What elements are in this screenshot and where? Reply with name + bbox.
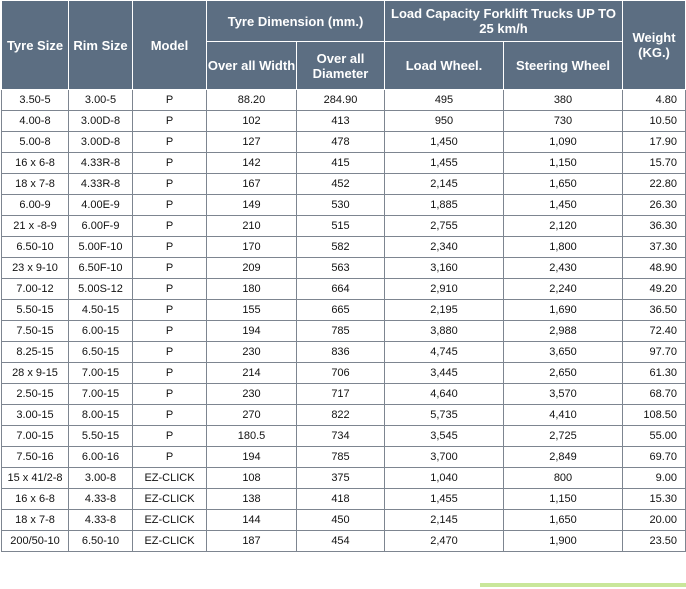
cell-overall-diameter: 375 (297, 468, 385, 489)
cell-steering-wheel: 1,800 (504, 237, 623, 258)
cell-steering-wheel: 2,725 (504, 426, 623, 447)
cell-overall-width: 144 (207, 510, 297, 531)
cell-load-wheel: 2,145 (385, 510, 504, 531)
cell-overall-diameter: 785 (297, 447, 385, 468)
cell-tyre-size: 4.00-8 (2, 111, 69, 132)
table-row (2, 174, 686, 195)
cell-rim-size: 4.50-15 (69, 300, 133, 321)
cell-weight: 20.00 (623, 510, 686, 531)
cell-tyre-size: 7.00-12 (2, 279, 69, 300)
table-row (2, 405, 686, 426)
cell-weight: 22.80 (623, 174, 686, 195)
cell-load-wheel: 1,455 (385, 489, 504, 510)
cell-weight: 69.70 (623, 447, 686, 468)
header-load-wheel: Load Wheel. (385, 42, 504, 90)
cell-rim-size: 6.50F-10 (69, 258, 133, 279)
cell-weight: 48.90 (623, 258, 686, 279)
cell-weight: 36.50 (623, 300, 686, 321)
cell-load-wheel: 2,145 (385, 174, 504, 195)
cell-model: P (133, 153, 207, 174)
green-accent-line (480, 583, 686, 587)
cell-model: P (133, 405, 207, 426)
cell-rim-size: 8.00-15 (69, 405, 133, 426)
cell-steering-wheel: 4,410 (504, 405, 623, 426)
cell-load-wheel: 3,700 (385, 447, 504, 468)
cell-overall-diameter: 717 (297, 384, 385, 405)
cell-steering-wheel: 800 (504, 468, 623, 489)
cell-overall-diameter: 454 (297, 531, 385, 552)
header-steering-wheel: Steering Wheel (504, 42, 623, 90)
cell-rim-size: 3.00-5 (69, 90, 133, 111)
header-tyre-size: Tyre Size (2, 1, 69, 90)
cell-model: P (133, 258, 207, 279)
cell-model: P (133, 174, 207, 195)
cell-overall-width: 194 (207, 447, 297, 468)
cell-overall-width: 170 (207, 237, 297, 258)
cell-model: EZ-CLICK (133, 468, 207, 489)
table-row (2, 216, 686, 237)
cell-overall-diameter: 413 (297, 111, 385, 132)
header-rim-size: Rim Size (69, 1, 133, 90)
cell-overall-width: 230 (207, 384, 297, 405)
cell-model: P (133, 279, 207, 300)
header-tyre-dimension: Tyre Dimension (mm.) (207, 1, 385, 42)
table-row (2, 153, 686, 174)
cell-model: EZ-CLICK (133, 489, 207, 510)
cell-load-wheel: 3,545 (385, 426, 504, 447)
header-weight: Weight (KG.) (623, 1, 686, 90)
cell-overall-width: 155 (207, 300, 297, 321)
header-overall-width: Over all Width (207, 42, 297, 90)
cell-tyre-size: 7.50-15 (2, 321, 69, 342)
cell-tyre-size: 16 x 6-8 (2, 153, 69, 174)
cell-load-wheel: 1,455 (385, 153, 504, 174)
cell-rim-size: 5.00S-12 (69, 279, 133, 300)
cell-model: P (133, 216, 207, 237)
cell-model: P (133, 447, 207, 468)
cell-model: P (133, 132, 207, 153)
cell-overall-diameter: 785 (297, 321, 385, 342)
cell-steering-wheel: 2,120 (504, 216, 623, 237)
cell-rim-size: 7.00-15 (69, 384, 133, 405)
cell-rim-size: 4.00E-9 (69, 195, 133, 216)
cell-weight: 61.30 (623, 363, 686, 384)
cell-rim-size: 6.50-15 (69, 342, 133, 363)
cell-steering-wheel: 1,900 (504, 531, 623, 552)
cell-overall-width: 149 (207, 195, 297, 216)
cell-model: P (133, 321, 207, 342)
cell-load-wheel: 950 (385, 111, 504, 132)
cell-weight: 26.30 (623, 195, 686, 216)
table-row (2, 468, 686, 489)
cell-tyre-size: 6.50-10 (2, 237, 69, 258)
cell-overall-diameter: 822 (297, 405, 385, 426)
cell-steering-wheel: 1,690 (504, 300, 623, 321)
cell-tyre-size: 15 x 41/2-8 (2, 468, 69, 489)
cell-weight: 49.20 (623, 279, 686, 300)
cell-load-wheel: 2,470 (385, 531, 504, 552)
cell-steering-wheel: 1,150 (504, 153, 623, 174)
cell-load-wheel: 1,450 (385, 132, 504, 153)
cell-tyre-size: 21 x -8-9 (2, 216, 69, 237)
cell-steering-wheel: 2,849 (504, 447, 623, 468)
cell-overall-width: 108 (207, 468, 297, 489)
cell-rim-size: 6.00-16 (69, 447, 133, 468)
cell-rim-size: 3.00D-8 (69, 132, 133, 153)
cell-rim-size: 5.50-15 (69, 426, 133, 447)
cell-rim-size: 4.33-8 (69, 510, 133, 531)
cell-tyre-size: 3.00-15 (2, 405, 69, 426)
cell-load-wheel: 2,755 (385, 216, 504, 237)
cell-steering-wheel: 2,240 (504, 279, 623, 300)
cell-weight: 17.90 (623, 132, 686, 153)
cell-weight: 55.00 (623, 426, 686, 447)
table-row (2, 300, 686, 321)
cell-rim-size: 6.00F-9 (69, 216, 133, 237)
cell-tyre-size: 2.50-15 (2, 384, 69, 405)
table-row (2, 426, 686, 447)
cell-model: P (133, 342, 207, 363)
cell-model: EZ-CLICK (133, 531, 207, 552)
cell-overall-diameter: 284.90 (297, 90, 385, 111)
cell-steering-wheel: 1,150 (504, 489, 623, 510)
cell-weight: 4.80 (623, 90, 686, 111)
cell-weight: 37.30 (623, 237, 686, 258)
cell-load-wheel: 5,735 (385, 405, 504, 426)
cell-overall-diameter: 450 (297, 510, 385, 531)
cell-load-wheel: 2,340 (385, 237, 504, 258)
cell-overall-width: 209 (207, 258, 297, 279)
cell-overall-width: 230 (207, 342, 297, 363)
cell-overall-diameter: 415 (297, 153, 385, 174)
cell-overall-diameter: 563 (297, 258, 385, 279)
cell-overall-width: 270 (207, 405, 297, 426)
cell-rim-size: 4.33R-8 (69, 153, 133, 174)
table-row (2, 342, 686, 363)
cell-overall-width: 102 (207, 111, 297, 132)
cell-overall-width: 214 (207, 363, 297, 384)
cell-model: P (133, 90, 207, 111)
cell-overall-width: 138 (207, 489, 297, 510)
cell-model: P (133, 111, 207, 132)
cell-tyre-size: 8.25-15 (2, 342, 69, 363)
cell-overall-diameter: 664 (297, 279, 385, 300)
cell-tyre-size: 5.50-15 (2, 300, 69, 321)
cell-weight: 10.50 (623, 111, 686, 132)
cell-weight: 72.40 (623, 321, 686, 342)
cell-rim-size: 4.33-8 (69, 489, 133, 510)
cell-steering-wheel: 1,450 (504, 195, 623, 216)
cell-tyre-size: 3.50-5 (2, 90, 69, 111)
cell-tyre-size: 6.00-9 (2, 195, 69, 216)
cell-steering-wheel: 1,650 (504, 174, 623, 195)
cell-overall-diameter: 734 (297, 426, 385, 447)
cell-weight: 108.50 (623, 405, 686, 426)
cell-overall-width: 187 (207, 531, 297, 552)
cell-rim-size: 6.50-10 (69, 531, 133, 552)
cell-tyre-size: 23 x 9-10 (2, 258, 69, 279)
cell-overall-diameter: 836 (297, 342, 385, 363)
cell-steering-wheel: 3,650 (504, 342, 623, 363)
cell-overall-diameter: 530 (297, 195, 385, 216)
cell-rim-size: 3.00-8 (69, 468, 133, 489)
cell-load-wheel: 3,445 (385, 363, 504, 384)
cell-tyre-size: 18 x 7-8 (2, 174, 69, 195)
cell-overall-width: 180.5 (207, 426, 297, 447)
cell-weight: 15.30 (623, 489, 686, 510)
cell-load-wheel: 2,910 (385, 279, 504, 300)
cell-weight: 97.70 (623, 342, 686, 363)
table-row (2, 489, 686, 510)
header-load-capacity: Load Capacity Forklift Trucks UP TO 25 km/h (385, 1, 623, 42)
cell-overall-diameter: 706 (297, 363, 385, 384)
cell-steering-wheel: 730 (504, 111, 623, 132)
cell-load-wheel: 495 (385, 90, 504, 111)
cell-tyre-size: 16 x 6-8 (2, 489, 69, 510)
cell-overall-width: 210 (207, 216, 297, 237)
cell-overall-width: 127 (207, 132, 297, 153)
cell-load-wheel: 1,885 (385, 195, 504, 216)
cell-load-wheel: 3,880 (385, 321, 504, 342)
table-body (2, 90, 686, 552)
cell-overall-width: 88.20 (207, 90, 297, 111)
cell-steering-wheel: 2,430 (504, 258, 623, 279)
cell-weight: 15.70 (623, 153, 686, 174)
cell-rim-size: 6.00-15 (69, 321, 133, 342)
cell-tyre-size: 7.50-16 (2, 447, 69, 468)
cell-steering-wheel: 2,988 (504, 321, 623, 342)
cell-overall-diameter: 452 (297, 174, 385, 195)
cell-load-wheel: 2,195 (385, 300, 504, 321)
cell-model: P (133, 300, 207, 321)
cell-weight: 68.70 (623, 384, 686, 405)
cell-model: EZ-CLICK (133, 510, 207, 531)
cell-tyre-size: 7.00-15 (2, 426, 69, 447)
header-overall-diameter: Over all Diameter (297, 42, 385, 90)
cell-tyre-size: 5.00-8 (2, 132, 69, 153)
table-row (2, 384, 686, 405)
cell-tyre-size: 28 x 9-15 (2, 363, 69, 384)
cell-steering-wheel: 380 (504, 90, 623, 111)
cell-steering-wheel: 2,650 (504, 363, 623, 384)
cell-model: P (133, 384, 207, 405)
cell-model: P (133, 195, 207, 216)
cell-overall-diameter: 478 (297, 132, 385, 153)
table-row (2, 90, 686, 111)
cell-weight: 23.50 (623, 531, 686, 552)
cell-steering-wheel: 1,090 (504, 132, 623, 153)
cell-weight: 36.30 (623, 216, 686, 237)
table-row (2, 111, 686, 132)
table-row (2, 279, 686, 300)
table-row (2, 510, 686, 531)
tyre-spec-table (1, 0, 686, 552)
cell-load-wheel: 3,160 (385, 258, 504, 279)
cell-tyre-size: 200/50-10 (2, 531, 69, 552)
cell-tyre-size: 18 x 7-8 (2, 510, 69, 531)
cell-overall-width: 180 (207, 279, 297, 300)
cell-overall-width: 142 (207, 153, 297, 174)
cell-load-wheel: 4,745 (385, 342, 504, 363)
cell-overall-width: 194 (207, 321, 297, 342)
cell-rim-size: 7.00-15 (69, 363, 133, 384)
table-row (2, 237, 686, 258)
cell-model: P (133, 363, 207, 384)
table-row (2, 363, 686, 384)
table-row (2, 258, 686, 279)
table-row (2, 321, 686, 342)
cell-load-wheel: 1,040 (385, 468, 504, 489)
cell-weight: 9.00 (623, 468, 686, 489)
cell-rim-size: 4.33R-8 (69, 174, 133, 195)
cell-model: P (133, 237, 207, 258)
table-row (2, 447, 686, 468)
cell-overall-diameter: 515 (297, 216, 385, 237)
cell-steering-wheel: 1,650 (504, 510, 623, 531)
cell-steering-wheel: 3,570 (504, 384, 623, 405)
cell-overall-diameter: 665 (297, 300, 385, 321)
table-row (2, 531, 686, 552)
cell-overall-width: 167 (207, 174, 297, 195)
table-row (2, 132, 686, 153)
cell-model: P (133, 426, 207, 447)
cell-overall-diameter: 418 (297, 489, 385, 510)
cell-rim-size: 3.00D-8 (69, 111, 133, 132)
cell-rim-size: 5.00F-10 (69, 237, 133, 258)
header-model: Model (133, 1, 207, 90)
cell-load-wheel: 4,640 (385, 384, 504, 405)
table-header (2, 1, 686, 90)
cell-overall-diameter: 582 (297, 237, 385, 258)
table-row (2, 195, 686, 216)
